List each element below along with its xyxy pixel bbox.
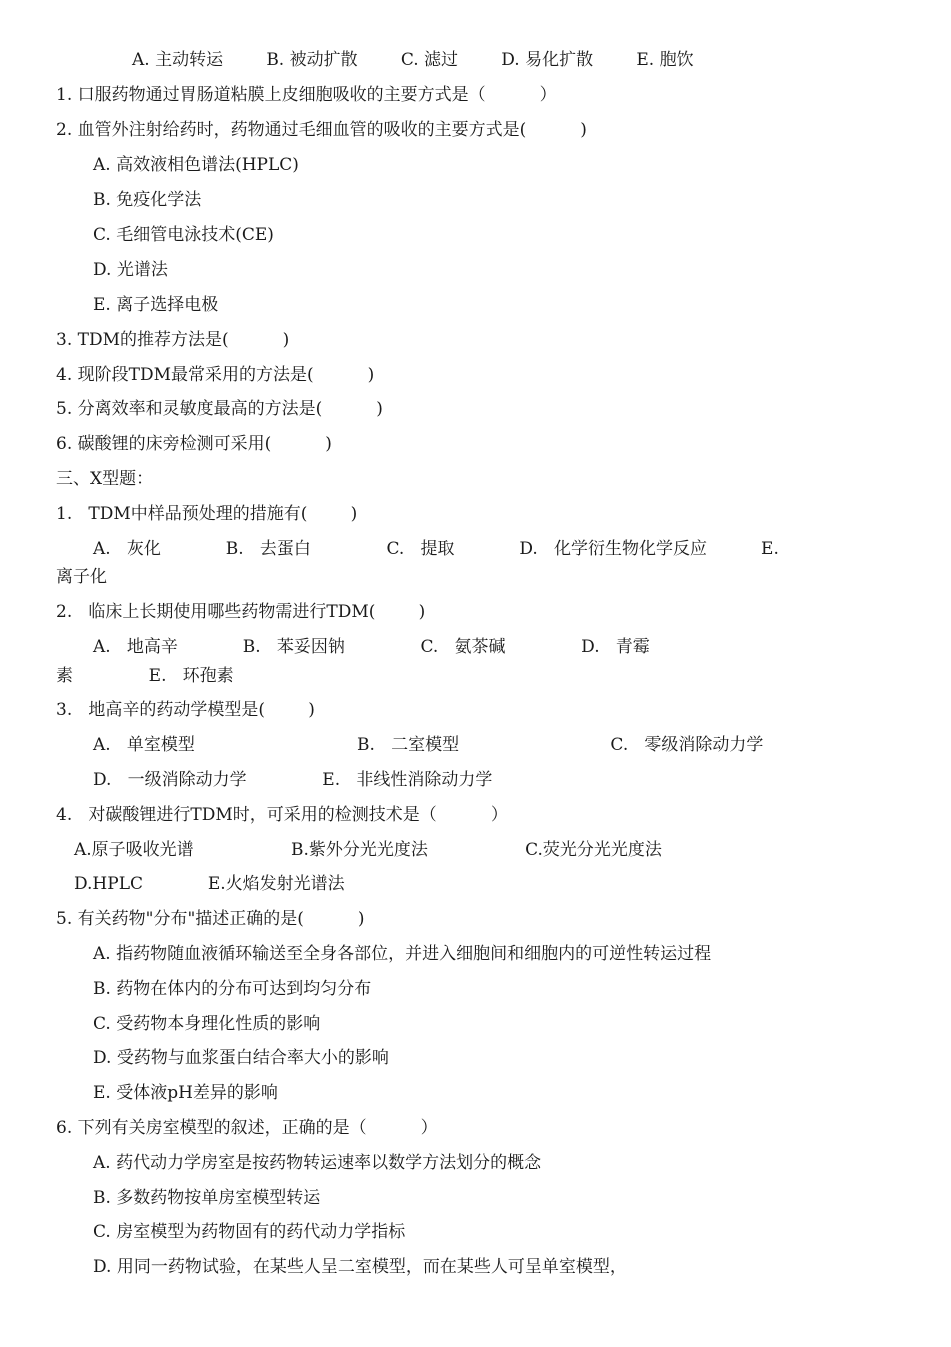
question-x-6: 6. 下列有关房室模型的叙述，正确的是（ ） [56, 1118, 438, 1138]
question-bx2-5: 5. 分离效率和灵敏度最高的方法是( ) [56, 399, 383, 419]
option-x-5-d: D. 受药物与血浆蛋白结合率大小的影响 [93, 1048, 389, 1068]
question-x-2: 2. 临床上长期使用哪些药物需进行TDM( ) [56, 602, 426, 622]
question-x-4: 4. 对碳酸锂进行TDM时，可采用的检测技术是（ ） [56, 805, 508, 825]
option-e: E. 离子选择电极 [93, 295, 219, 315]
options-x-3: A. 单室模型 B. 二室模型 C. 零级消除动力学 [93, 735, 764, 755]
option-x-6-b: B. 多数药物按单房室模型转运 [93, 1188, 321, 1208]
option-x-6-d: D. 用同一药物试验，在某些人呈二室模型，而在某些人可呈单室模型， [93, 1257, 627, 1277]
option-d: D. 光谱法 [93, 260, 168, 280]
option-x-5-e: E. 受体液pH差异的影响 [93, 1083, 278, 1103]
question-bx2-6: 6. 碳酸锂的床旁检测可采用( ) [56, 434, 332, 454]
option-x-5-b: B. 药物在体内的分布可达到均匀分布 [93, 979, 372, 999]
option-b: B. 免疫化学法 [93, 190, 202, 210]
question-bx2-3: 3. TDM的推荐方法是( ) [56, 330, 290, 350]
options-x-1: A. 灰化 B. 去蛋白 C. 提取 D. 化学衍生物化学反应 E. [93, 539, 779, 559]
options-x-4: A.原子吸收光谱 B.紫外分光光度法 C.荧光分光光度法 [74, 840, 662, 860]
question-bx1-2: 2. 血管外注射给药时，药物通过毛细血管的吸收的主要方式是( ) [56, 120, 587, 140]
options-x-3-cont: D. 一级消除动力学 E. 非线性消除动力学 [93, 770, 493, 790]
option-x-6-c: C. 房室模型为药物固有的药代动力学指标 [93, 1222, 406, 1242]
options-x-4-cont: D.HPLC E.火焰发射光谱法 [74, 874, 345, 894]
option-a: A. 高效液相色谱法(HPLC) [93, 155, 299, 175]
section-heading-x: 三、X型题： [56, 469, 154, 489]
question-x-3: 3. 地高辛的药动学模型是( ) [56, 700, 315, 720]
options-line-bx1: A. 主动转运 B. 被动扩散 C. 滤过 D. 易化扩散 E. 胞饮 [132, 50, 694, 70]
options-x-2-cont: 素 E. 环孢素 [56, 666, 234, 686]
option-c: C. 毛细管电泳技术(CE) [93, 225, 274, 245]
question-x-5: 5. 有关药物"分布"描述正确的是( ) [56, 909, 365, 929]
options-x-1-cont: 离子化 [56, 567, 107, 587]
option-x-5-c: C. 受药物本身理化性质的影响 [93, 1014, 321, 1034]
option-x-6-a: A. 药代动力学房室是按药物转运速率以数学方法划分的概念 [93, 1153, 542, 1173]
question-bx2-4: 4. 现阶段TDM最常采用的方法是( ) [56, 365, 375, 385]
options-x-2: A. 地高辛 B. 苯妥因钠 C. 氨茶碱 D. 青霉 [93, 637, 650, 657]
option-x-5-a: A. 指药物随血液循环输送至全身各部位，并进入细胞间和细胞内的可逆性转运过程 [93, 944, 712, 964]
question-bx1-1: 1. 口服药物通过胃肠道粘膜上皮细胞吸收的主要方式是（ ） [56, 85, 557, 105]
question-x-1: 1. TDM中样品预处理的措施有( ) [56, 504, 358, 524]
